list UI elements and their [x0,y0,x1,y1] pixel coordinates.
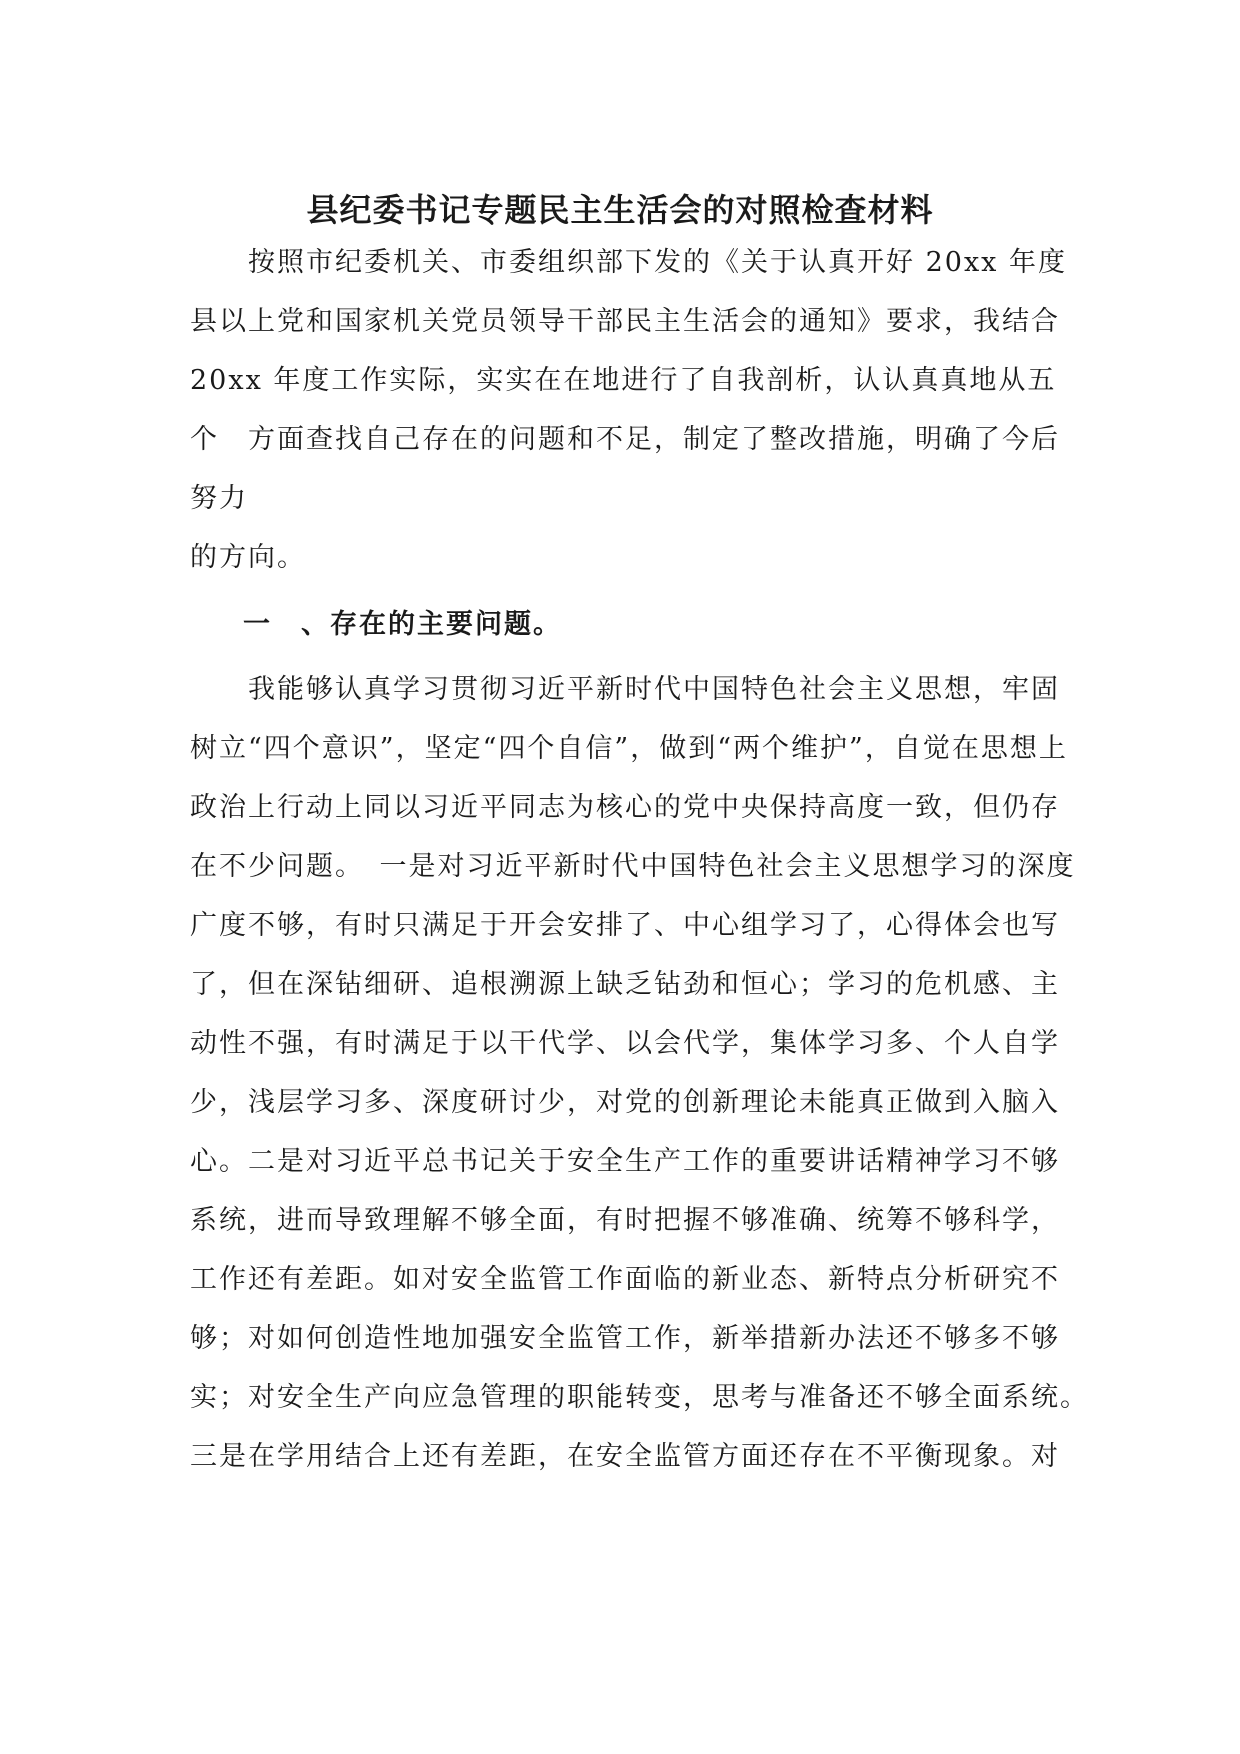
section-line: 树立“四个意识”，坚定“四个自信”，做到“两个维护”，自觉在思想上 [190,733,1068,764]
section-line: 心。二是对习近平总书记关于安全生产工作的重要讲话精神学习不够 [190,1146,1060,1177]
intro-paragraph [190,233,1067,587]
section-line: 了，但在深钻细研、追根溯源上缺乏钻劲和恒心；学习的危机感、主 [190,969,1060,1000]
section-line: 我能够认真学习贯彻习近平新时代中国特色社会主义思想，牢固 [190,674,1060,705]
intro-line: 个 方面查找自己存在的问题和不足，制定了整改措施，明确了今后 [190,424,1060,455]
section-line: 动性不强，有时满足于以干代学、以会代学，集体学习多、个人自学 [190,1028,1060,1059]
section-line: 工作还有差距。如对安全监管工作面临的新业态、新特点分析研究不 [190,1264,1060,1295]
section-line: 在不少问题。 一是对习近平新时代中国特色社会主义思想学习的深度 [190,851,1076,882]
section-line: 够；对如何创造性地加强安全监管工作，新举措新办法还不够多不够 [190,1323,1060,1354]
section-line: 广度不够，有时只满足于开会安排了、中心组学习了，心得体会也写 [190,910,1060,941]
section-line: 政治上行动上同以习近平同志为核心的党中央保持高度一致，但仍存 [190,792,1060,823]
section-line: 三是在学用结合上还有差距，在安全监管方面还存在不平衡现象。对 [190,1441,1060,1472]
document-title: 县纪委书记专题民主生活会的对照检查材料 [306,191,934,229]
section-line: 实；对安全生产向应急管理的职能转变，思考与准备还不够全面系统。 [190,1382,1089,1413]
intro-line: 努力 [190,483,248,514]
section-line: 少，浅层学习多、深度研讨少，对党的创新理论未能真正做到入脑入 [190,1087,1060,1118]
section-heading: 一 、存在的主要问题。 [243,609,562,640]
section-paragraph [190,660,1089,1486]
section-line: 系统，进而导致理解不够全面，有时把握不够准确、统筹不够科学， [190,1205,1060,1236]
intro-line: 20xx 年度工作实际，实实在在地进行了自我剖析，认认真真地从五 [190,365,1057,396]
intro-line: 按照市纪委机关、市委组织部下发的《关于认真开好 20xx 年度 [190,247,1067,278]
intro-line: 县以上党和国家机关党员领导干部民主生活会的通知》要求，我结合 [190,306,1060,337]
intro-line: 的方向。 [190,542,306,573]
